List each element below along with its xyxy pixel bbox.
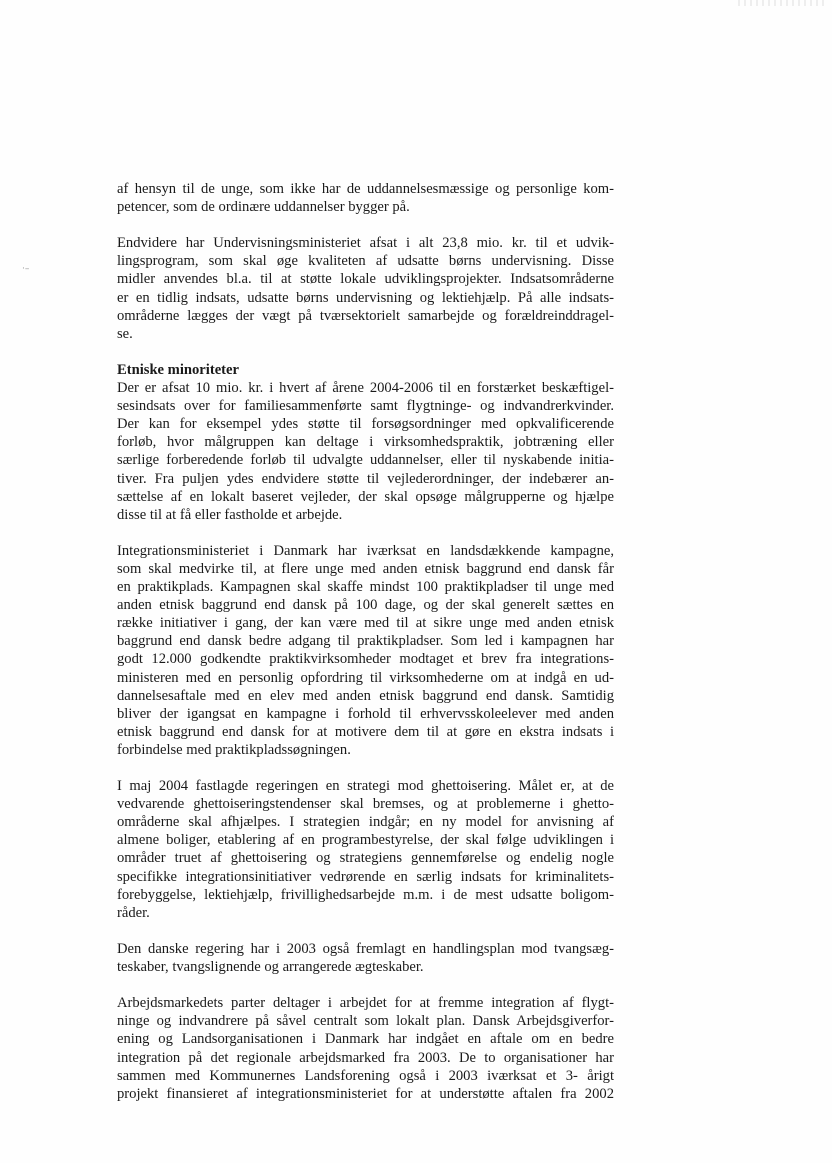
paragraph: [117, 994, 614, 1103]
text-line: Integrationsministeriet i Danmark har iværksat en landsdækkende kampagne,: [117, 542, 614, 559]
text-line: almene boliger, etablering af en programbestyrelse, der skal følge udviklingen i: [117, 832, 614, 849]
text-line: I maj 2004 fastlagde regeringen en strategi mod ghettoisering. Målet er, at de: [117, 778, 614, 795]
text-line: sesindsats over for familiesammenførte samt flygtninge- og indvandrerkvinder.: [117, 398, 614, 415]
text-line: områderne lægges der vægt på tværsektorielt samarbejde og forældreinddragel-: [117, 307, 614, 324]
text-line: ninge og indvandrere på såvel centralt som lokalt plan. Dansk Arbejdsgiverfor-: [117, 1013, 614, 1030]
text-line: vedvarende ghettoiseringstendenser skal bremses, og at problemerne i ghetto-: [117, 796, 614, 813]
paragraph: [117, 542, 614, 759]
paragraph: [117, 777, 614, 922]
text-line: af hensyn til de unge, som ikke har de uddannelsesmæssige og personlige kom-: [117, 181, 614, 197]
text-line: integration på det regionale arbejdsmarked fra 2003. De to organisationer har: [117, 1049, 614, 1066]
paragraph: [117, 940, 614, 976]
text-line: ening og Landsorganisationen i Danmark har indgået en aftale om en bedre: [117, 1031, 614, 1048]
text-line: ministeren med en personlig opfordring til virksomhederne om at indgå en ud-: [117, 669, 614, 686]
text-line: specifikke integrationsinitiativer vedrørende en særlig indsats for kriminalitets-: [117, 868, 614, 885]
scan-noise: [738, 0, 828, 6]
text-line: en praktikplads. Kampagnen skal skaffe mindst 100 praktikpladser til unge med: [117, 579, 614, 596]
document-body: [117, 180, 614, 1121]
text-line: forbindelse med praktikpladssøgningen.: [117, 741, 351, 758]
text-line: sættelse af en lokalt baseret vejleder, der skal opsøge målgrupperne og hjælpe: [117, 488, 614, 505]
text-line: dannelsesaftale med en elev med anden etnisk baggrund end dansk. Samtidig: [117, 687, 614, 704]
text-line: baggrund end dansk bedre adgang til praktikpladser. Som led i kampagnen har: [117, 633, 614, 650]
text-line: tiver. Fra puljen ydes endvidere støtte til vejlederordninger, der indebærer an-: [117, 470, 614, 487]
text-line: er en tidlig indsats, udsatte børns undervisning og lektiehjælp. På alle indsats-: [117, 289, 614, 306]
text-line: Den danske regering har i 2003 også fremlagt en handlingsplan mod tvangsæg-: [117, 940, 614, 957]
text-line: godt 12.000 godkendte praktikvirksomheder modtaget et brev fra integrations-: [117, 651, 614, 668]
paragraph: [117, 180, 614, 216]
text-line: teskaber, tvangslignende og arrangerede ægteskaber.: [117, 959, 424, 976]
intro-paragraphs: [117, 180, 614, 343]
text-line: Der er afsat 10 mio. kr. i hvert af årene 2004-2006 til en forstærket beskæftigel-: [117, 380, 614, 397]
text-line: områder truet af ghettoisering og strategiens gennemførelse og endelig nogle: [117, 850, 614, 867]
text-line: se.: [117, 325, 133, 342]
text-line: midler anvendes bl.a. til at støtte lokale udviklingsprojekter. Indsatsområderne: [117, 271, 614, 288]
section-paragraphs: [117, 379, 614, 1103]
text-line: etnisk baggrund end dansk for at motivere dem til at gøre en ekstra indsats i: [117, 723, 614, 740]
paragraph: [117, 234, 614, 343]
text-line: lingsprogram, som skal øge kvaliteten af udsatte børns undervisning. Disse: [117, 253, 614, 270]
text-line: bliver der igangsat en kampagne i forhold til erhvervsskoleelever med anden: [117, 705, 614, 722]
text-line: forebyggelse, lektiehjælp, frivillighedsarbejde m.m. i de mest udsatte boligom-: [117, 886, 614, 903]
text-line: projekt finansieret af integrationsministeriet for at understøtte aftalen fra 2002: [117, 1085, 614, 1102]
text-line: Endvidere har Undervisningsministeriet afsat i alt 23,8 mio. kr. til et udvik-: [117, 235, 614, 252]
text-line: Arbejdsmarkedets parter deltager i arbejdet for at fremme integration af flygt-: [117, 995, 614, 1012]
text-line: anden etnisk baggrund end dansk på 100 dage, og der skal generelt sættes en: [117, 597, 614, 614]
text-line: sammen med Kommunernes Landsforening også i 2003 iværksat et 3- årigt: [117, 1067, 614, 1084]
text-line: forløb, hvor målgruppen kan deltage i virksomhedspraktik, jobtræning eller: [117, 434, 614, 451]
section-heading: Etniske minoriteter: [117, 361, 239, 378]
text-line: råder.: [117, 904, 150, 921]
text-line: petencer, som de ordinære uddannelser bygger på.: [117, 199, 410, 216]
text-line: som skal medvirke til, at flere unge med anden etnisk baggrund end dansk får: [117, 560, 614, 577]
scan-artifact-mark: ·–: [22, 264, 30, 274]
paragraph: [117, 379, 614, 524]
text-line: områderne skal afhjælpes. I strategien indgår; en ny model for anvisning af: [117, 814, 614, 831]
text-line: særlige forberedende forløb til udvalgte uddannelser, eller til nyskabende initia-: [117, 452, 614, 469]
text-line: række initiativer i gang, der kan være med til at sikre unge med anden etnisk: [117, 615, 614, 632]
text-line: Der kan for eksempel ydes støtte til forsøgsordninger med opkvalificerende: [117, 416, 614, 433]
text-line: disse til at få eller fastholde et arbejde.: [117, 506, 343, 523]
